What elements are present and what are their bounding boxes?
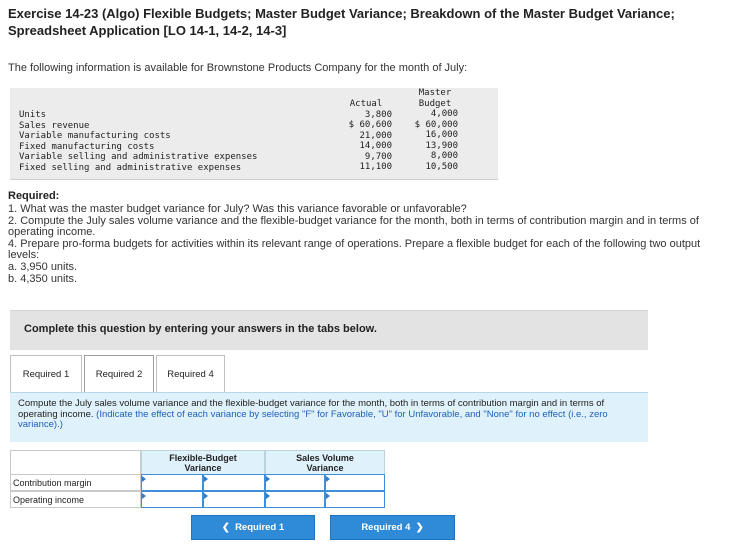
master-units: 4,000 xyxy=(430,109,458,119)
cm-sales-amount-input[interactable] xyxy=(265,474,325,491)
actual-sales-revenue: $ 60,600 xyxy=(348,120,392,130)
actual-variable-manufacturing: 21,000 xyxy=(359,130,392,141)
master-budget-column xyxy=(412,88,458,172)
oi-sales-amount-input[interactable] xyxy=(265,491,325,508)
oi-flexible-amount-field[interactable] xyxy=(142,495,202,510)
master-fixed-selling: 10,500 xyxy=(425,161,458,172)
select-marker-icon xyxy=(204,493,208,499)
cm-sales-effect-select[interactable] xyxy=(325,474,385,491)
panel-instruction: Compute the July sales volume variance and the flexible-budget variance for the month, both in terms of contribution margin and in terms of operating income. xyxy=(18,398,605,420)
tab-required-2[interactable]: Required 2 xyxy=(84,355,154,392)
next-button-label: Required 4 xyxy=(361,522,411,533)
cm-flexible-amount-input[interactable] xyxy=(141,474,203,491)
header-flexible-budget-variance xyxy=(141,450,265,475)
panel-hint: (Indicate the effect of each variance by selecting "F" for Favorable, "U" for Unfavorable, and "None" for no effect (i.e., zero variance).) xyxy=(18,408,608,430)
required-item-2: 2. Compute the July sales volume variance and the flexible-budget variance for the month, both in terms of contribution margin and in terms of operating income. xyxy=(8,214,699,239)
actual-fixed-selling: 11,100 xyxy=(359,162,392,172)
next-required-4-button[interactable] xyxy=(330,515,455,540)
tab-required-1[interactable]: Required 1 xyxy=(10,355,82,392)
actual-fixed-manufacturing: 14,000 xyxy=(359,141,392,151)
row-label-fixed-selling: Fixed selling and administrative expenses xyxy=(19,162,242,173)
row-label-sales-revenue: Sales revenue xyxy=(19,120,90,131)
row-label-variable-manufacturing: Variable manufacturing costs xyxy=(19,131,171,141)
master-fixed-manufacturing: 13,900 xyxy=(425,140,458,151)
header-flexible-line2: Variance xyxy=(184,463,222,473)
required-heading: Required: xyxy=(8,190,60,202)
input-marker-icon xyxy=(142,476,146,482)
oi-sales-effect-select[interactable] xyxy=(325,491,385,508)
actual-column xyxy=(340,99,392,173)
required-item-1: 1. What was the master budget variance for July? Was this variance favorable or unfavorable? xyxy=(8,203,467,215)
row-contribution-margin: Contribution margin xyxy=(10,474,141,491)
cm-flexible-effect-select[interactable] xyxy=(203,474,265,491)
header-sales-volume-variance xyxy=(265,450,385,475)
chevron-right-icon: ❯ xyxy=(415,522,424,533)
required-item-4a: a. 3,950 units. xyxy=(8,260,78,273)
input-marker-icon xyxy=(142,493,146,499)
given-data-table xyxy=(10,88,498,180)
tab-required-4[interactable]: Required 4 xyxy=(156,355,225,392)
required-list xyxy=(8,204,724,285)
master-header-line2: Budget xyxy=(418,98,452,109)
actual-header: Actual xyxy=(349,99,383,109)
row-label-units: Units xyxy=(19,110,47,120)
row-label-fixed-manufacturing: Fixed manufacturing costs xyxy=(19,141,155,152)
header-sales-line2: Variance xyxy=(306,463,344,473)
input-marker-icon xyxy=(266,476,270,482)
required-item-4: 4. Prepare pro-forma budgets for activities within its relevant range of operations. Prepare a flexible budget for each of the following two output levels: xyxy=(8,237,701,262)
required-item-4b: b. 4,350 units. xyxy=(8,272,78,285)
input-marker-icon xyxy=(266,493,270,499)
master-sales-revenue: $ 60,000 xyxy=(414,119,458,130)
prev-button-label: Required 1 xyxy=(235,522,285,533)
instructions-banner: Complete this question by entering your answers in the tabs below. xyxy=(10,310,648,350)
header-sales-line1: Sales Volume xyxy=(296,453,354,463)
data-row-labels xyxy=(19,110,257,173)
page-title: Exercise 14-23 (Algo) Flexible Budgets; Master Budget Variance; Breakdown of the Master Budget Variance; Spreadsheet Application [LO 14-1, 14-2, 14-3] xyxy=(8,6,675,38)
master-header-line1: Master xyxy=(418,88,452,98)
chevron-left-icon: ❮ xyxy=(221,522,230,533)
select-marker-icon xyxy=(326,476,330,482)
tab-panel-required-2 xyxy=(10,392,648,442)
select-marker-icon xyxy=(326,493,330,499)
actual-variable-selling: 9,700 xyxy=(364,151,392,162)
oi-sales-amount-field[interactable] xyxy=(266,495,324,510)
prev-required-1-button[interactable] xyxy=(191,515,315,540)
row-operating-income: Operating income xyxy=(10,491,141,508)
row-label-variable-selling: Variable selling and administrative expenses xyxy=(19,152,258,162)
answer-table-corner xyxy=(10,450,141,475)
oi-flexible-amount-input[interactable] xyxy=(141,491,203,508)
master-variable-manufacturing: 16,000 xyxy=(425,130,458,140)
intro-text: The following information is available for Brownstone Products Company for the month of July: xyxy=(8,62,468,74)
header-flexible-line1: Flexible-Budget xyxy=(169,453,237,463)
oi-flexible-effect-select[interactable] xyxy=(203,491,265,508)
actual-units: 3,800 xyxy=(364,109,392,120)
select-marker-icon xyxy=(204,476,208,482)
master-variable-selling: 8,000 xyxy=(430,151,458,161)
